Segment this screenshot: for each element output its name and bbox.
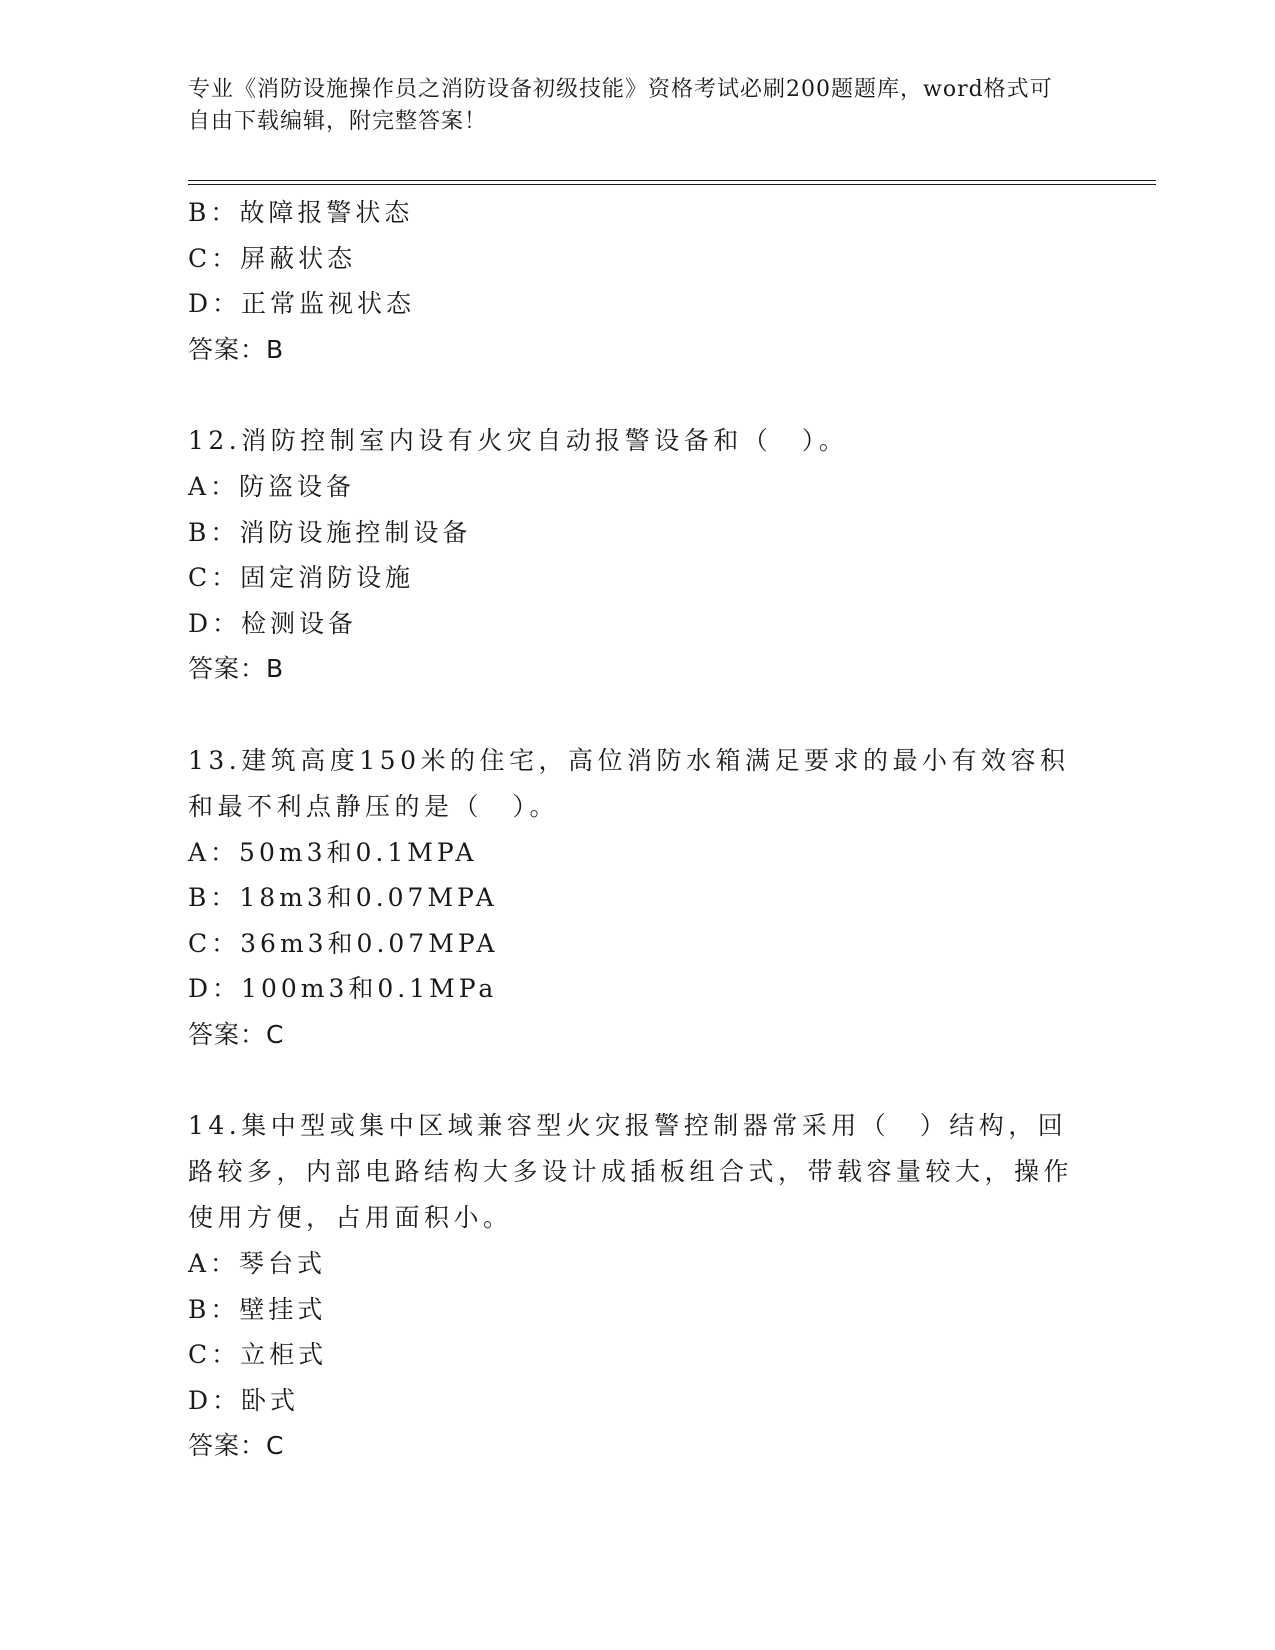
- option-c: C：立柜式: [188, 1340, 328, 1369]
- question-stem: 13.建筑高度150米的住宅，高位消防水箱满足要求的最小有效容积和最不利点静压的是（ ）。: [188, 745, 1070, 821]
- answer-label: 答案：: [188, 1431, 267, 1460]
- option-c: C：36m3和0.07MPA: [188, 928, 499, 958]
- question-content: [188, 190, 1078, 1469]
- question-stem: 14.集中型或集中区域兼容型火灾报警控制器常采用（ ）结构，回路较多，内部电路结构大多设计成插板组合式，带载容量较大，操作使用方便，占用面积小。: [188, 1111, 1074, 1232]
- option-c: C：固定消防设施: [188, 563, 415, 592]
- option-b: B：18m3和0.07MPA: [188, 883, 498, 912]
- option-d: D：检测设备: [188, 608, 358, 638]
- option-b: B：壁挂式: [188, 1294, 327, 1324]
- option-a: A：防盗设备: [188, 472, 356, 501]
- answer-value: B: [266, 334, 285, 364]
- question-11-continued: [188, 190, 1078, 372]
- option-c: C：屏蔽状态: [188, 243, 357, 273]
- answer-label: 答案：: [188, 1019, 267, 1049]
- answer-line: [188, 1423, 1078, 1469]
- question-12: [188, 418, 1078, 692]
- option-a: A：50m3和0.1MPA: [188, 837, 478, 867]
- answer-value: B: [266, 654, 285, 683]
- question-13: [188, 738, 1078, 1058]
- answer-label: 答案：: [188, 654, 267, 683]
- option-b: B：消防设施控制设备: [188, 517, 472, 547]
- header-divider-top: [188, 180, 1156, 181]
- question-stem: 12.消防控制室内设有火灾自动报警设备和（ ）。: [188, 426, 849, 455]
- option-a: A：琴台式: [188, 1249, 327, 1278]
- answer-label: 答案：: [188, 334, 267, 364]
- answer-line: [188, 327, 1078, 373]
- answer-line: [188, 1012, 1078, 1058]
- option-d: D：正常监视状态: [188, 289, 416, 318]
- option-d: D：100m3和0.1MPa: [188, 974, 498, 1003]
- answer-line: [188, 646, 1078, 692]
- answer-value: C: [266, 1431, 285, 1460]
- header-divider-bottom: [188, 184, 1156, 185]
- option-d: D：卧式: [188, 1385, 300, 1415]
- document-header: 专业《消防设施操作员之消防设备初级技能》资格考试必刷200题题库，word格式可自由下载编辑，附完整答案！: [188, 77, 1053, 134]
- option-b: B：故障报警状态: [188, 198, 414, 227]
- question-14: [188, 1103, 1078, 1469]
- answer-value: C: [266, 1019, 285, 1049]
